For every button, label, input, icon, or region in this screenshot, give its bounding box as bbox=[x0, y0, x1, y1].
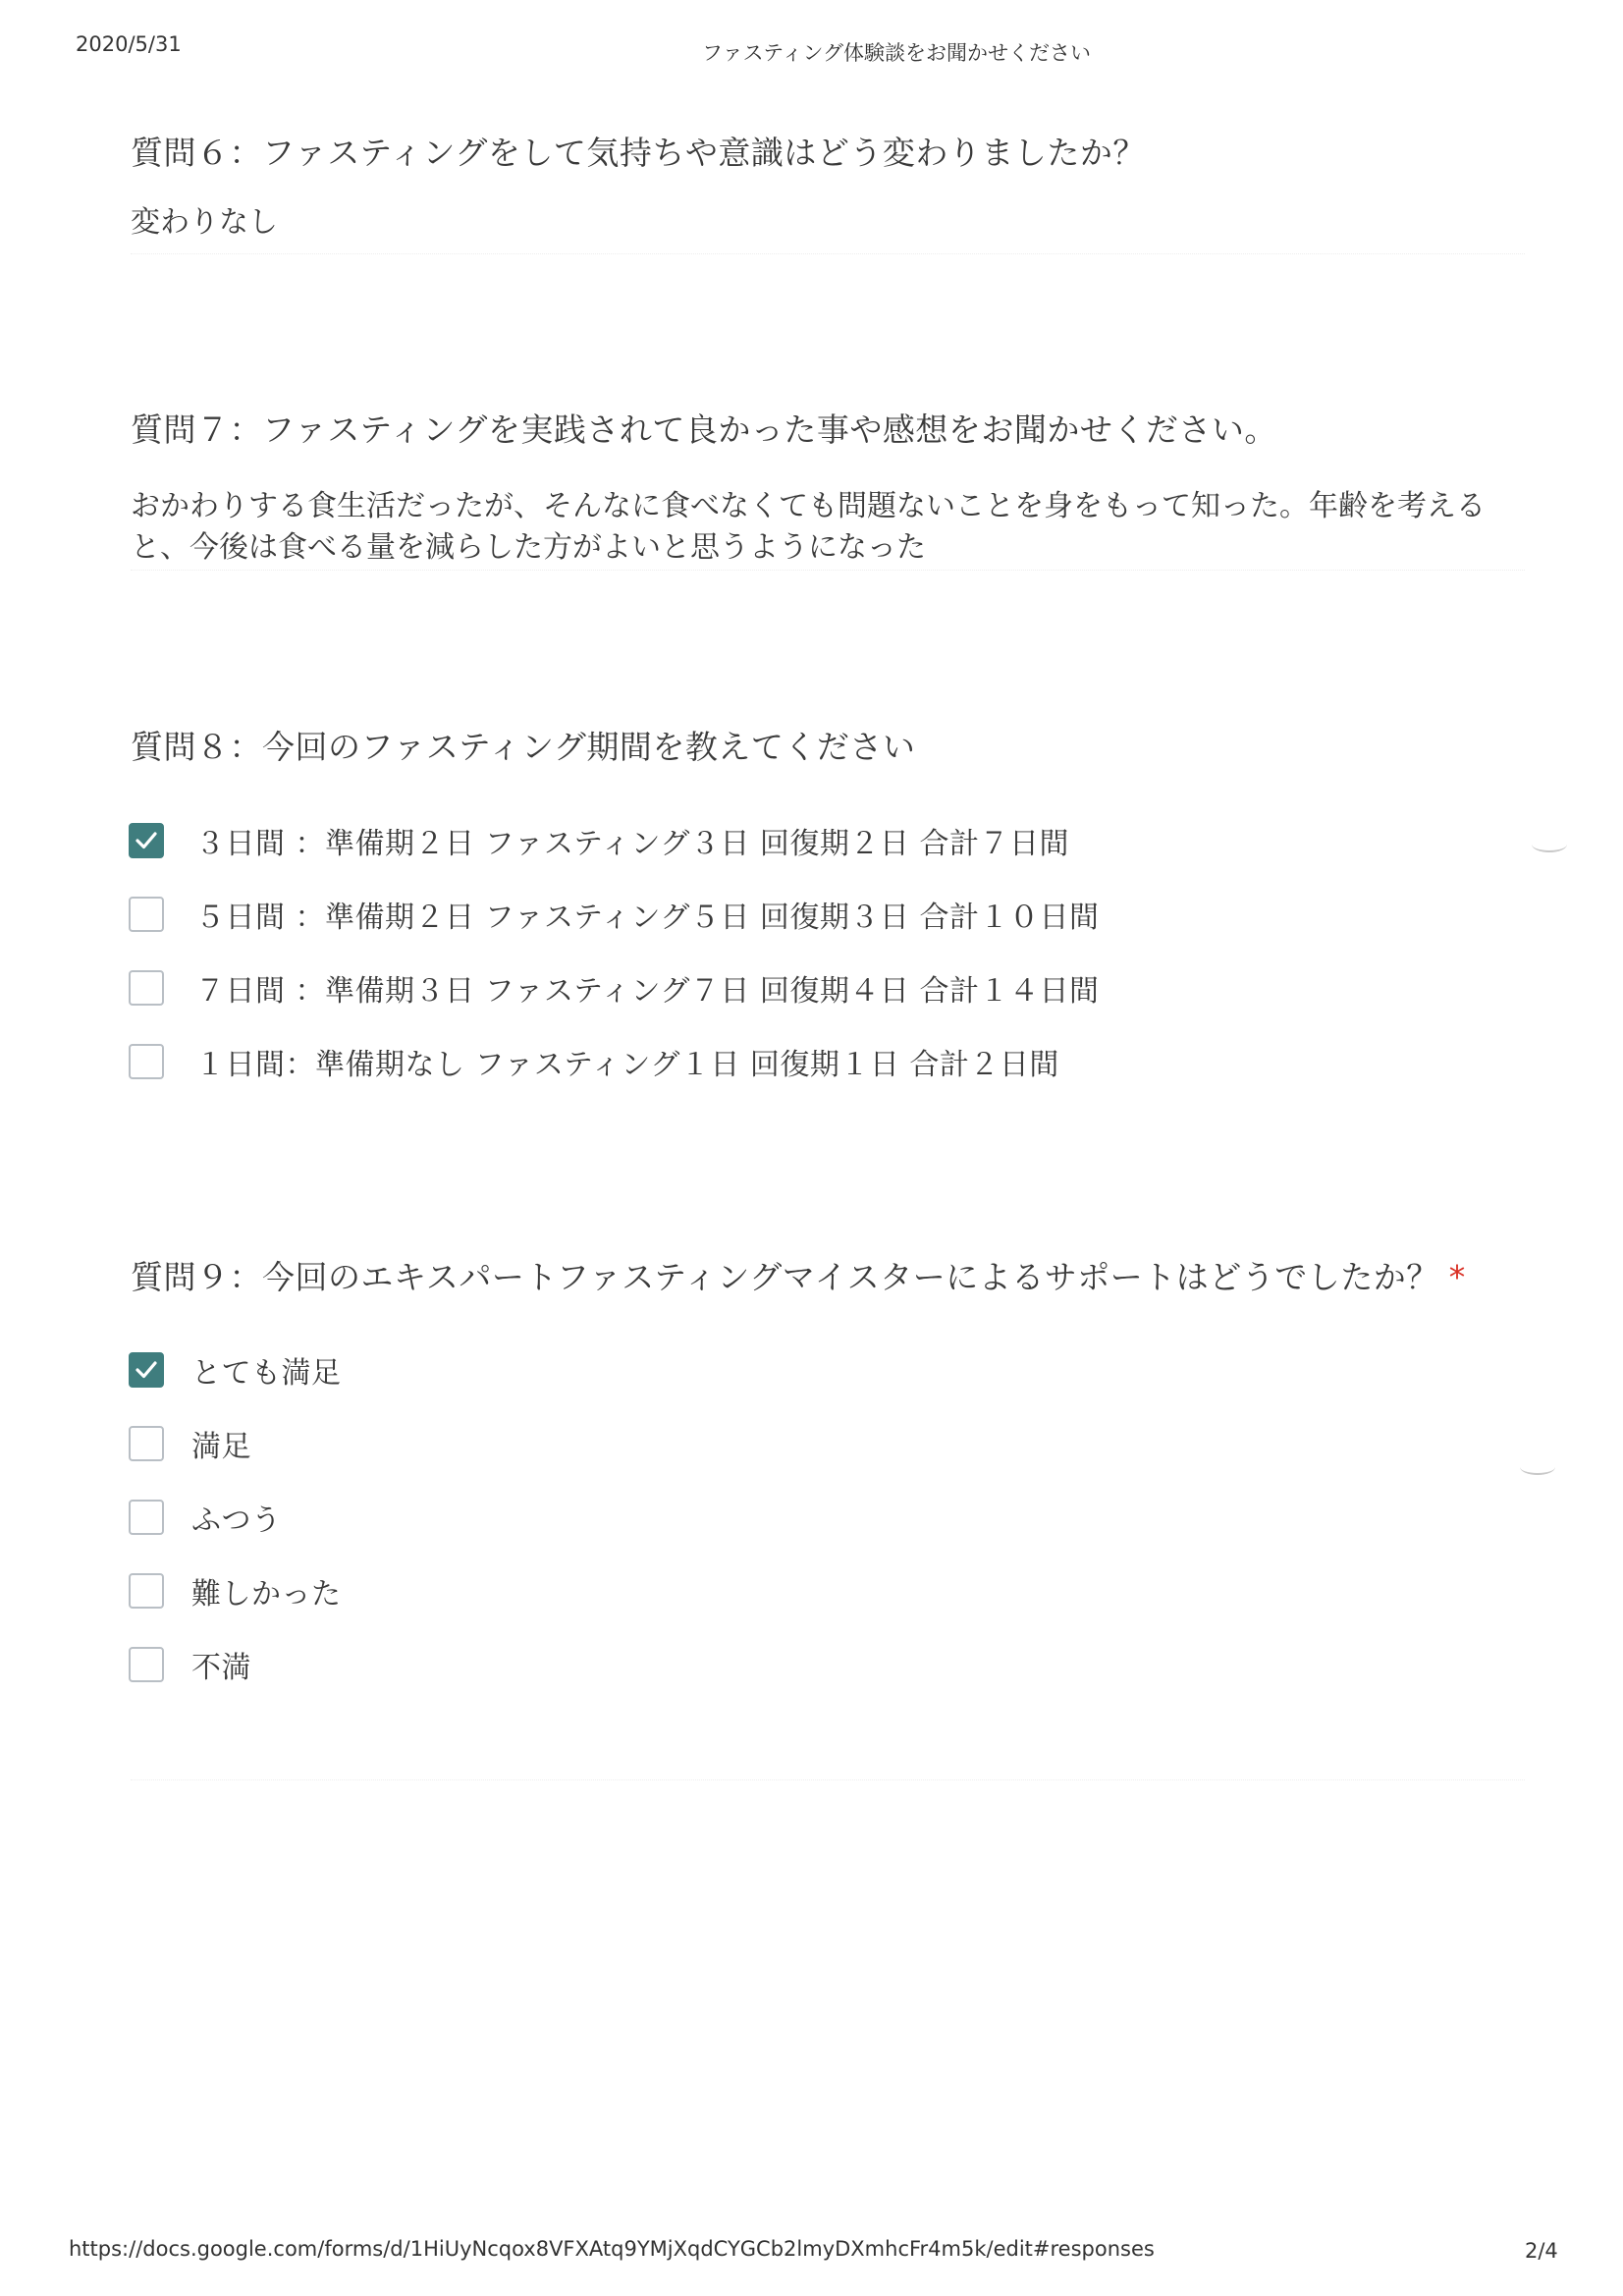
q8-option-3[interactable] bbox=[129, 966, 1099, 1010]
q9-option-5-checkbox[interactable] bbox=[129, 1647, 164, 1682]
print-title: ファスティング体験談をお聞かせください bbox=[702, 41, 1092, 65]
q8-option-4-label: １日間：準備期なし ファスティング１日 回復期１日 合計２日間 bbox=[195, 1048, 1059, 1082]
q9-option-4-checkbox[interactable] bbox=[129, 1573, 164, 1609]
q9-option-1-checkbox[interactable] bbox=[129, 1352, 164, 1388]
scan-mark bbox=[1532, 837, 1567, 852]
question-6-answer: 変わりなし bbox=[131, 205, 278, 240]
q8-option-2-checkbox[interactable] bbox=[129, 897, 164, 932]
checkmark-icon bbox=[134, 1357, 159, 1383]
q9-option-1-label: とても満足 bbox=[191, 1356, 342, 1391]
section-divider bbox=[131, 1779, 1525, 1780]
q9-option-3-checkbox[interactable] bbox=[129, 1500, 164, 1535]
q9-option-4[interactable] bbox=[129, 1569, 342, 1613]
q8-option-1-checkbox[interactable] bbox=[129, 823, 164, 858]
print-date: 2020/5/31 bbox=[76, 32, 182, 56]
q9-option-4-label: 難しかった bbox=[191, 1577, 342, 1612]
question-7-answer-line-2: と、今後は食べる量を減らした方がよいと思うようになった bbox=[131, 530, 926, 565]
q9-option-5-label: 不満 bbox=[191, 1651, 251, 1685]
page-number: 2/4 bbox=[1525, 2239, 1558, 2263]
q8-option-4-checkbox[interactable] bbox=[129, 1044, 164, 1079]
q8-option-2[interactable] bbox=[129, 893, 1099, 936]
question-7-title: 質問７：ファスティングを実践されて良かった事や感想をお聞かせください。 bbox=[131, 410, 1277, 449]
q8-option-3-checkbox[interactable] bbox=[129, 970, 164, 1006]
q9-option-3-label: ふつう bbox=[191, 1503, 282, 1538]
question-9-title bbox=[131, 1252, 1466, 1298]
page-url[interactable]: https://docs.google.com/forms/d/1HiUyNcqox8VFXAtq9YMjXqdCYGCb2lmyDXmhcFr4m5k/edit#responses bbox=[69, 2237, 1155, 2261]
answer-divider bbox=[131, 253, 1525, 254]
q8-option-2-label: ５日間 ：準備期２日 ファスティング５日 回復期３日 合計１０日間 bbox=[195, 901, 1100, 935]
required-mark: * bbox=[1448, 1258, 1466, 1296]
q9-option-2-label: 満足 bbox=[191, 1430, 251, 1464]
q9-option-2[interactable] bbox=[129, 1422, 251, 1465]
q9-option-1[interactable] bbox=[129, 1348, 342, 1392]
scan-mark bbox=[1520, 1459, 1555, 1475]
q8-option-1[interactable] bbox=[129, 819, 1069, 862]
answer-divider bbox=[131, 570, 1525, 571]
q9-option-5[interactable] bbox=[129, 1643, 251, 1686]
q8-option-4[interactable] bbox=[129, 1040, 1059, 1083]
q8-option-1-label: ３日間 ：準備期２日 ファスティング３日 回復期２日 合計７日間 bbox=[195, 827, 1069, 861]
question-7-answer bbox=[131, 486, 1505, 569]
question-8-title: 質問８：今回のファスティング期間を教えてください bbox=[131, 728, 916, 766]
q9-option-2-checkbox[interactable] bbox=[129, 1426, 164, 1461]
question-9-text: 質問９：今回のエキスパートファスティングマイスターによるサポートはどうでしたか？ bbox=[131, 1258, 1439, 1296]
q9-option-3[interactable] bbox=[129, 1496, 282, 1539]
question-7-answer-line-1: おかわりする食生活だったが、そんなに食べなくても問題ないことを身をもって知った。年齢を考える bbox=[131, 489, 1486, 523]
question-6-title: 質問６：ファスティングをして気持ちや意識はどう変わりましたか？ bbox=[131, 134, 1146, 172]
q8-option-3-label: ７日間 ：準備期３日 ファスティング７日 回復期４日 合計１４日間 bbox=[195, 974, 1100, 1009]
checkmark-icon bbox=[134, 828, 159, 853]
